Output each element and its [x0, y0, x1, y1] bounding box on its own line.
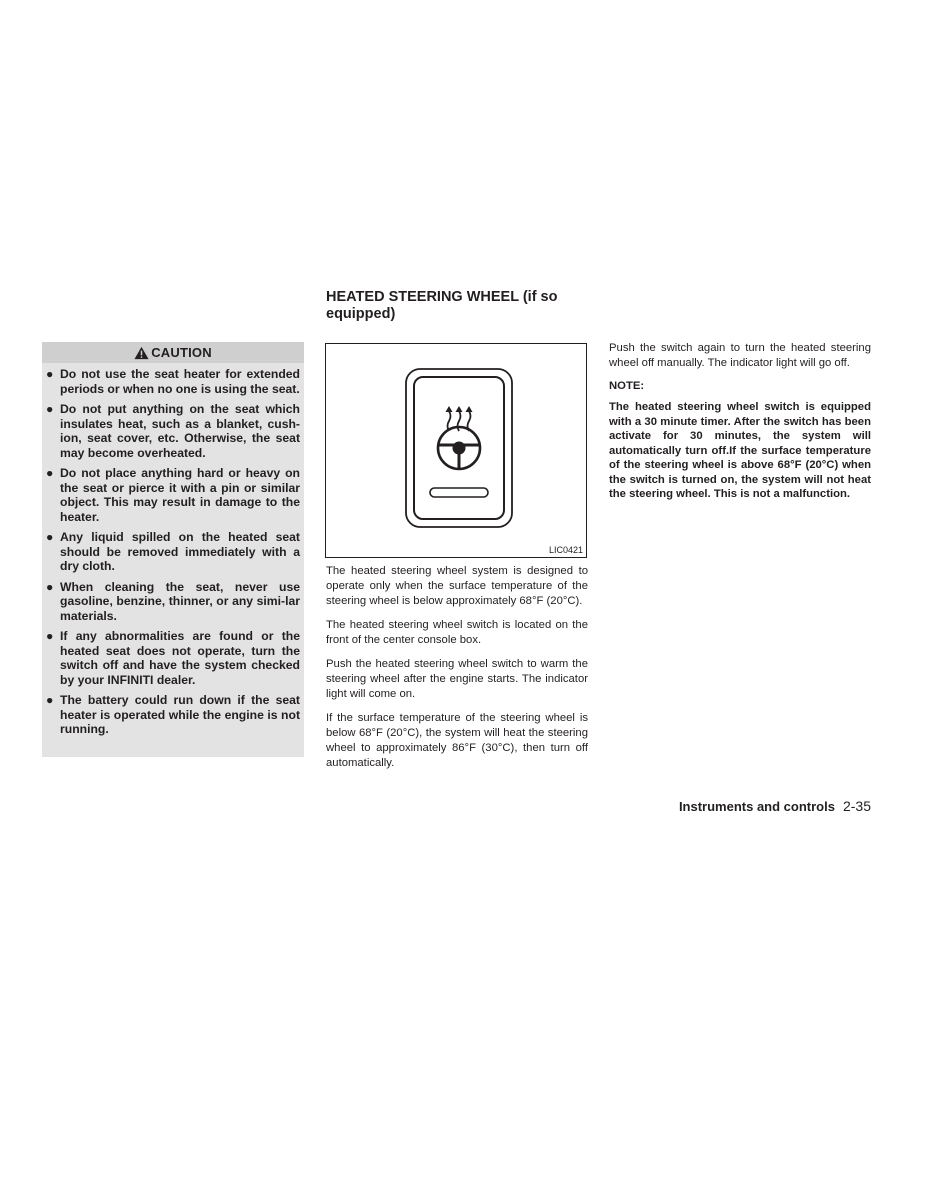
caution-list [42, 363, 304, 737]
caution-item: ● Do not place anything hard or heavy on the seat or pierce it with a pin or similar object. This may result in damage to the heater. [46, 466, 300, 524]
caution-item: ● Do not use the seat heater for extended periods or when no one is using the seat. [46, 367, 300, 396]
note-body: The heated steering wheel switch is equipped with a 30 minute timer. After the switch has been activate for 30 minutes, the system will automatically turn off.If the surface temperature of the steering wheel is above 68°F (20°C) when the switch is turned on, the system will not heat the steering wheel. This is not a malfunction. [609, 401, 871, 500]
caution-item: ● Any liquid spilled on the heated seat should be removed immediately with a dry cloth. [46, 530, 300, 573]
heated-steering-switch-icon [326, 344, 586, 557]
column-middle [326, 564, 588, 780]
section-title: HEATED STEERING WHEEL (if so equipped) [326, 289, 558, 322]
bullet-icon: ● [46, 693, 54, 707]
page-number: 2-35 [842, 798, 871, 814]
footer-section: Instruments and controls [678, 799, 835, 814]
figure-switch-illustration [325, 343, 587, 558]
bullet-icon: ● [46, 629, 54, 643]
caution-item: ● If any abnormalities are found or the heated seat does not operate, turn the switch off and have the system checked by your INFINITI dealer. [46, 629, 300, 687]
paragraph: Push the switch again to turn the heated steering wheel off manually. The indicator light will go off. [609, 342, 871, 369]
note-title: NOTE: [609, 380, 645, 392]
paragraph: The heated steering wheel switch is located on the front of the center console box. [326, 619, 588, 646]
paragraph: If the surface temperature of the steering wheel is below 68°F (20°C), the system will heat the steering wheel to approximately 86°F (30°C), then turn off automatically. [326, 712, 588, 769]
page-footer [679, 798, 871, 814]
bullet-icon: ● [46, 530, 54, 544]
figure-code: LIC0421 [548, 545, 583, 555]
bullet-icon: ● [46, 579, 54, 594]
column-right [609, 341, 871, 502]
caution-box [42, 342, 304, 757]
warning-triangle-icon [134, 346, 149, 360]
caution-heading: CAUTION [151, 345, 212, 360]
bullet-icon: ● [46, 466, 54, 480]
caution-item: ● The battery could run down if the seat heater is operated while the engine is not running. [46, 693, 300, 736]
caution-item: ● Do not put anything on the seat which insulates heat, such as a blanket, cush-ion, seat cover, etc. Otherwise, the seat may become overheated. [46, 402, 300, 460]
bullet-icon: ● [46, 402, 54, 416]
paragraph: Push the heated steering wheel switch to warm the steering wheel after the engine starts. The indicator light will come on. [326, 658, 588, 700]
paragraph: The heated steering wheel system is designed to operate only when the surface temperature of the steering wheel is below approximately 68°F (20°C). [326, 565, 588, 607]
caution-header [42, 342, 304, 363]
caution-item: ● When cleaning the seat, never use gasoline, benzine, thinner, or any simi-lar materials. [46, 579, 300, 623]
bullet-icon: ● [46, 367, 54, 381]
